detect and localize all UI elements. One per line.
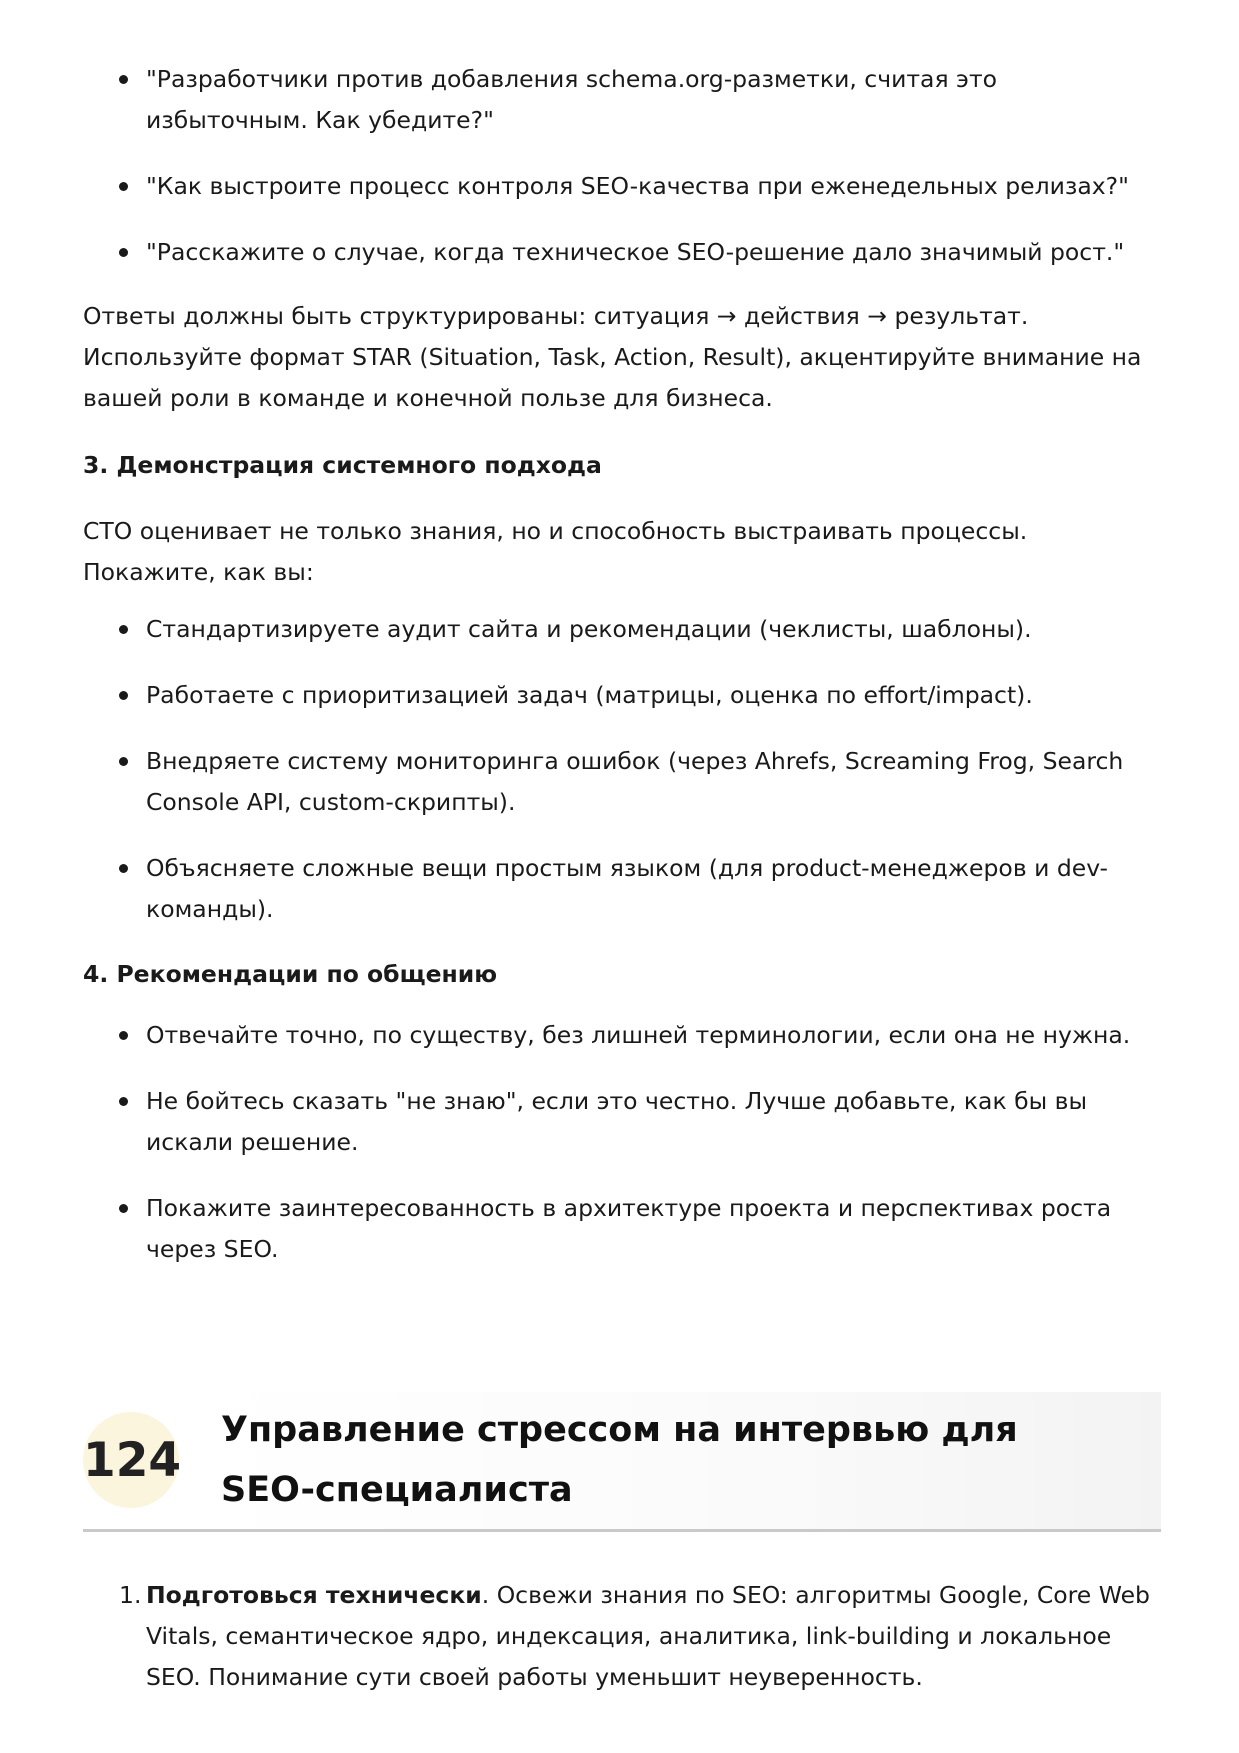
list-item-title: Подготовься технически (146, 1581, 482, 1609)
list-number: 1. (119, 1581, 142, 1609)
list-item (83, 1575, 1163, 1698)
numbered-list (83, 1575, 1163, 1698)
list-item (83, 609, 1163, 650)
chapter-number: 124 (83, 1433, 182, 1488)
list-item (83, 675, 1163, 716)
list-item (83, 741, 1163, 823)
communication-list (83, 1015, 1163, 1270)
chapter-body (83, 1575, 1163, 1698)
question-text: "Разработчики против добавления schema.org-разметки, считая это избыточным. Как убедите?" (146, 65, 998, 134)
list-item (83, 232, 1163, 273)
question-text: "Расскажите о случае, когда техническое SEO-решение дало значимый рост." (146, 238, 1125, 266)
answers-paragraph: Ответы должны быть структурированы: ситуация → действия → результат. Используйте формат STAR (Situation, Task, Action, Result), акцентируйте внимание на вашей роли в команде и конечной пользе для бизнеса. (83, 302, 1142, 412)
section-heading: 4. Рекомендации по общению (83, 960, 498, 988)
list-item (83, 59, 1163, 141)
approach-list (83, 609, 1163, 930)
question-text: "Как выстроите процесс контроля SEO-качества при еженедельных релизах?" (146, 172, 1129, 200)
list-item (83, 1081, 1163, 1163)
list-item (83, 848, 1163, 930)
communication-text: Отвечайте точно, по существу, без лишней терминологии, если она не нужна. (146, 1021, 1131, 1049)
chapter-header (83, 1392, 1161, 1532)
chapter-title: Управление стрессом на интервью для SEO-специалиста (221, 1410, 1018, 1510)
list-item (83, 1188, 1163, 1270)
approach-text: Объясняете сложные вещи простым языком (для product-менеджеров и dev-команды). (146, 854, 1109, 923)
approach-text: Внедряете систему мониторинга ошибок (через Ahrefs, Screaming Frog, Search Console API, custom-скрипты). (146, 747, 1124, 816)
approach-text: Работаете с приоритизацией задач (матрицы, оценка по effort/impact). (146, 681, 1033, 709)
section-heading: 3. Демонстрация системного подхода (83, 451, 602, 479)
approach-text: Стандартизируете аудит сайта и рекомендации (чеклисты, шаблоны). (146, 615, 1032, 643)
section-intro: CTO оценивает не только знания, но и способность выстраивать процессы. Покажите, как вы: (83, 517, 1028, 586)
question-list (83, 59, 1163, 273)
list-item (83, 1015, 1163, 1056)
list-item-text: . Освежи знания по SEO: алгоритмы Google, Core Web Vitals, семантическое ядро, индексация, аналитика, link-building и локальное SEO. Понимание сути своей работы уменьшит неуверенность. (146, 1581, 1150, 1691)
communication-text: Не бойтесь сказать "не знаю", если это честно. Лучше добавьте, как бы вы искали решение. (146, 1087, 1088, 1156)
communication-text: Покажите заинтересованность в архитектуре проекта и перспективах роста через SEO. (146, 1194, 1112, 1263)
list-item (83, 166, 1163, 207)
